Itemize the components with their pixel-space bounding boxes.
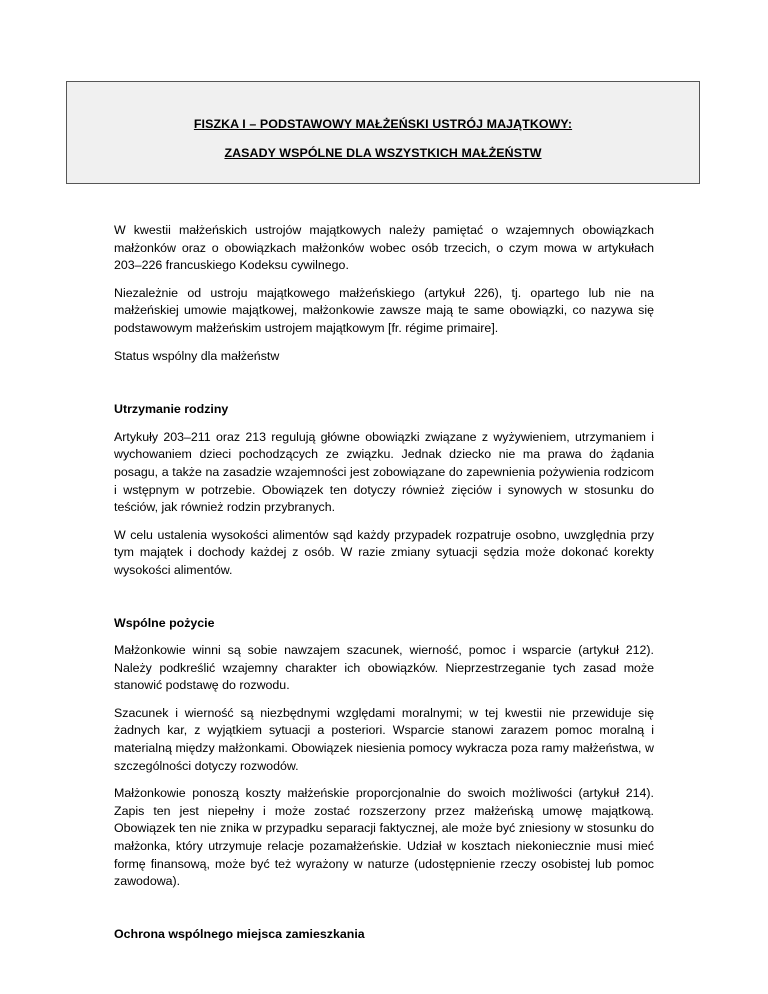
section-1-paragraph-1: Artykuły 203–211 oraz 213 regulują główne obowiązki związane z wyżywieniem, utrzymaniem i wychowaniem dzieci pochodzących ze związku. Jednak dziecko nie ma prawa do żądania posagu, a także na zasadzie wzajemności jest zobowiązane do zapewnienia pożywienia rodzicom i wstępnym w potrzebie. Obowiązek ten dotyczy również zięciów i synowych w stosunku do teściów, jak również rodzin przybranych. [114,429,654,515]
section-heading-utrzymanie-rodziny: Utrzymanie rodziny [114,402,229,417]
section-1-paragraph-2: W celu ustalenia wysokości alimentów sąd każdy przypadek rozpatruje osobno, uwzględnia przy tym majątek i dochody każdej z osób. W razie zmiany sytuacji sędzia może dokonać korekty wysokości alimentów. [114,527,654,577]
document-title-line-2: ZASADY WSPÓLNE DLA WSZYSTKICH MAŁŻEŃSTW [224,146,542,160]
section-heading-ochrona-miejsca-zamieszkania: Ochrona wspólnego miejsca zamieszkania [114,926,365,941]
section-heading-wspolne-pozycie: Wspólne pożycie [114,615,215,630]
intro-paragraph-2: Niezależnie od ustroju majątkowego małżeńskiego (artykuł 226), tj. opartego lub nie na małżeńskiej umowie majątkowej, małżonkowie zawsze mają te same obowiązki, co nazywa się podstawowym małżeńskim ustrojem majątkowym [fr. régime primaire]. [114,285,654,335]
document-title-line-1: FISZKA I – PODSTAWOWY MAŁŻEŃSKI USTRÓJ MAJĄTKOWY: [193,117,573,131]
title-box [66,81,700,184]
intro-paragraph-3: Status wspólny dla małżeństw [114,348,280,363]
intro-paragraph-1: W kwestii małżeńskich ustrojów majątkowych należy pamiętać o wzajemnych obowiązkach małżonków oraz o obowiązkach małżonków wobec osób trzecich, o czym mowa w artykułach 203–226 francuskiego Kodeksu cywilnego. [114,223,654,273]
section-2-paragraph-1: Małżonkowie winni są sobie nawzajem szacunek, wierność, pomoc i wsparcie (artykuł 212). Należy podkreślić wzajemny charakter ich obowiązków. Nieprzestrzeganie tych zasad może stanowić podstawę do rozwodu. [114,643,654,693]
document-body [114,222,654,953]
section-2-paragraph-3: Małżonkowie ponoszą koszty małżeńskie proporcjonalnie do swoich możliwości (artykuł 214). Zapis ten jest niepełny i może zostać rozszerzony przez małżeńską umowę majątkową. Obowiązek ten nie znika w przypadku separacji faktycznej, ale może być zniesiony w stosunku do małżonka, który utrzymuje relacje pozamałżeńskie. Udział w kosztach niekoniecznie musi mieć formę finansową, może być też wyrażony w naturze (udostępnienie rzeczy osobistej lub pomoc zawodowa). [114,786,654,889]
section-2-paragraph-2: Szacunek i wierność są niezbędnymi względami moralnymi; w tej kwestii nie przewiduje się żadnych kar, z wyjątkiem sytuacji a posteriori. Wsparcie stanowi zarazem pomoc moralną i materialną między małżonkami. Obowiązek niesienia pomocy wykracza poza ramy małżeństwa, w szczególności dotyczy rozwodów. [114,705,654,773]
